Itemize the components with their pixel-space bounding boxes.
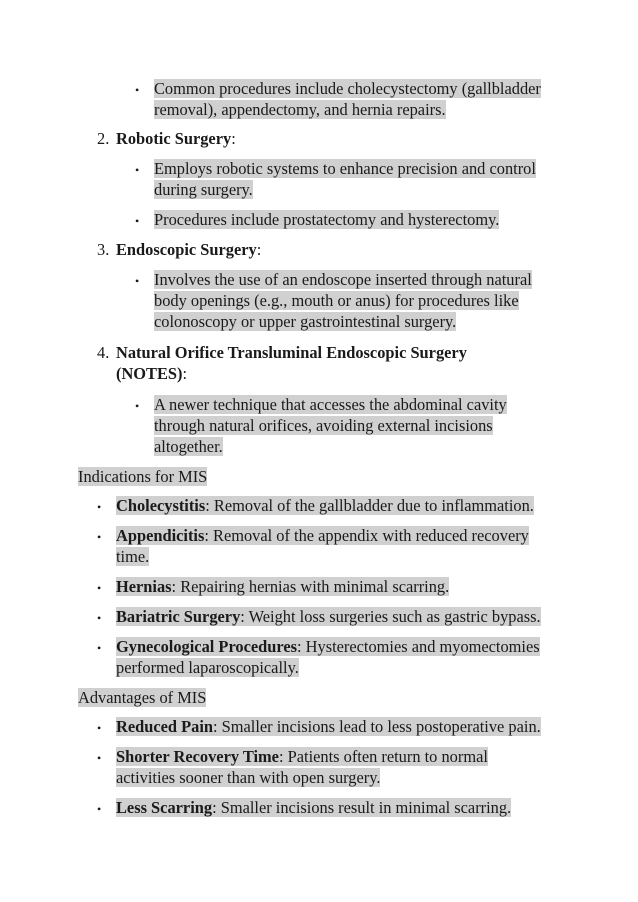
bullet-glyph: • <box>97 611 102 625</box>
technique-heading-robotic: Robotic Surgery: <box>116 129 236 148</box>
list-number: 2. <box>97 129 110 148</box>
bullet-glyph: • <box>97 802 102 816</box>
indication-item: Gynecological Procedures: Hysterectomies and myomectomies performed laparoscopically. <box>116 637 540 677</box>
section-heading-indications: Indications for MIS <box>78 467 208 486</box>
advantage-item: Less Scarring: Smaller incisions result in minimal scarring. <box>116 798 512 817</box>
bullet-glyph: • <box>97 500 102 514</box>
bullet-text-notes-1: A newer technique that accesses the abdominal cavity through natural orifices, avoiding external incisions altogether. <box>154 395 507 456</box>
list-number: 3. <box>97 240 110 259</box>
bullet-glyph: • <box>135 163 140 177</box>
technique-heading-notes: Natural Orifice Transluminal Endoscopic Surgery (NOTES): <box>116 343 467 383</box>
technique-heading-endoscopic: Endoscopic Surgery: <box>116 240 262 259</box>
bullet-text-endoscopic-1: Involves the use of an endoscope inserted through natural body openings (e.g., mouth or anus) for procedures like colonoscopy or upper gastrointestinal surgery. <box>154 270 532 331</box>
bullet-glyph: • <box>135 214 140 228</box>
indication-item: Appendicitis: Removal of the appendix with reduced recovery time. <box>116 526 529 566</box>
advantage-item: Reduced Pain: Smaller incisions lead to less postoperative pain. <box>116 717 541 736</box>
list-number: 4. <box>97 343 110 362</box>
bullet-glyph: • <box>135 274 140 288</box>
indication-item: Cholecystitis: Removal of the gallbladder due to inflammation. <box>116 496 534 515</box>
indication-item: Hernias: Repairing hernias with minimal scarring. <box>116 577 450 596</box>
bullet-glyph: • <box>135 399 140 413</box>
bullet-glyph: • <box>97 581 102 595</box>
section-heading-advantages: Advantages of MIS <box>78 688 207 707</box>
bullet-text-common-procedures: Common procedures include cholecystectomy (gallbladder removal), appendectomy, and hernia repairs. <box>154 79 541 119</box>
bullet-glyph: • <box>97 751 102 765</box>
bullet-glyph: • <box>97 721 102 735</box>
indication-item: Bariatric Surgery: Weight loss surgeries such as gastric bypass. <box>116 607 541 626</box>
bullet-glyph: • <box>135 83 140 97</box>
bullet-text-robotic-2: Procedures include prostatectomy and hysterectomy. <box>154 210 500 229</box>
bullet-text-robotic-1: Employs robotic systems to enhance precision and control during surgery. <box>154 159 536 199</box>
advantage-item: Shorter Recovery Time: Patients often return to normal activities sooner than with open surgery. <box>116 747 488 787</box>
bullet-glyph: • <box>97 641 102 655</box>
bullet-glyph: • <box>97 530 102 544</box>
